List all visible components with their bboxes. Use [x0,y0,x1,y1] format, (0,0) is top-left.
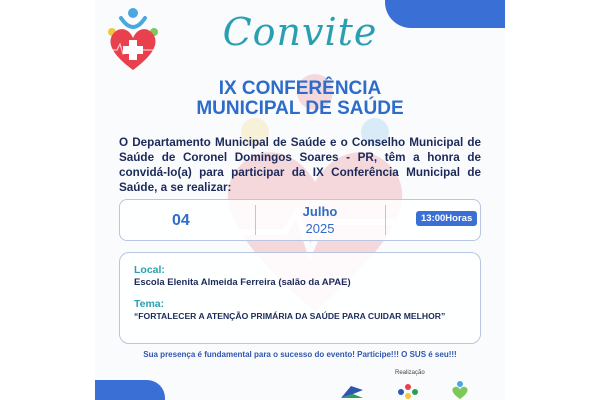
people-circle-logo-icon [393,380,423,400]
event-time-badge: 13:00Horas [416,211,477,226]
invitation-card [95,0,505,400]
event-details-box [119,252,481,344]
location-value: Escola Elenita Almeida Ferreira (salão da APAE) [134,277,351,288]
event-year: 2025 [305,221,335,236]
heart-hands-logo-icon [445,380,475,400]
event-day: 04 [172,212,190,229]
location-label: Local: [134,264,165,276]
theme-value: “FORTALECER A ATENÇÃO PRIMÁRIA DA SAÚDE PARA CUIDAR MELHOR” [134,311,446,321]
theme-label: Tema: [134,298,165,310]
footer-message: Sua presença é fundamental para o sucesso do evento! Participe!!! O SUS é seu!!! [143,350,457,359]
flag-logo-icon [337,380,367,400]
divider [385,205,386,235]
decorative-corner-bottom-left [95,380,165,400]
invitation-intro-text: O Departamento Municipal de Saúde e o Conselho Municipal de Saúde de Coronel Domingos Soares - PR, têm a honra de convidá-lo(a) para participar da IX Conferência Municipal de Saúde, a se realizar: [119,136,481,194]
invite-script-title: Convite [222,10,378,54]
event-date-box [119,199,481,241]
conference-heading-line2: MUNICIPAL DE SAÚDE [196,98,404,119]
conference-heading-line1: IX CONFERÊNCIA [218,78,382,99]
realizacao-label: Realização [395,370,425,376]
divider [255,205,256,235]
event-month: Julho [302,204,338,219]
